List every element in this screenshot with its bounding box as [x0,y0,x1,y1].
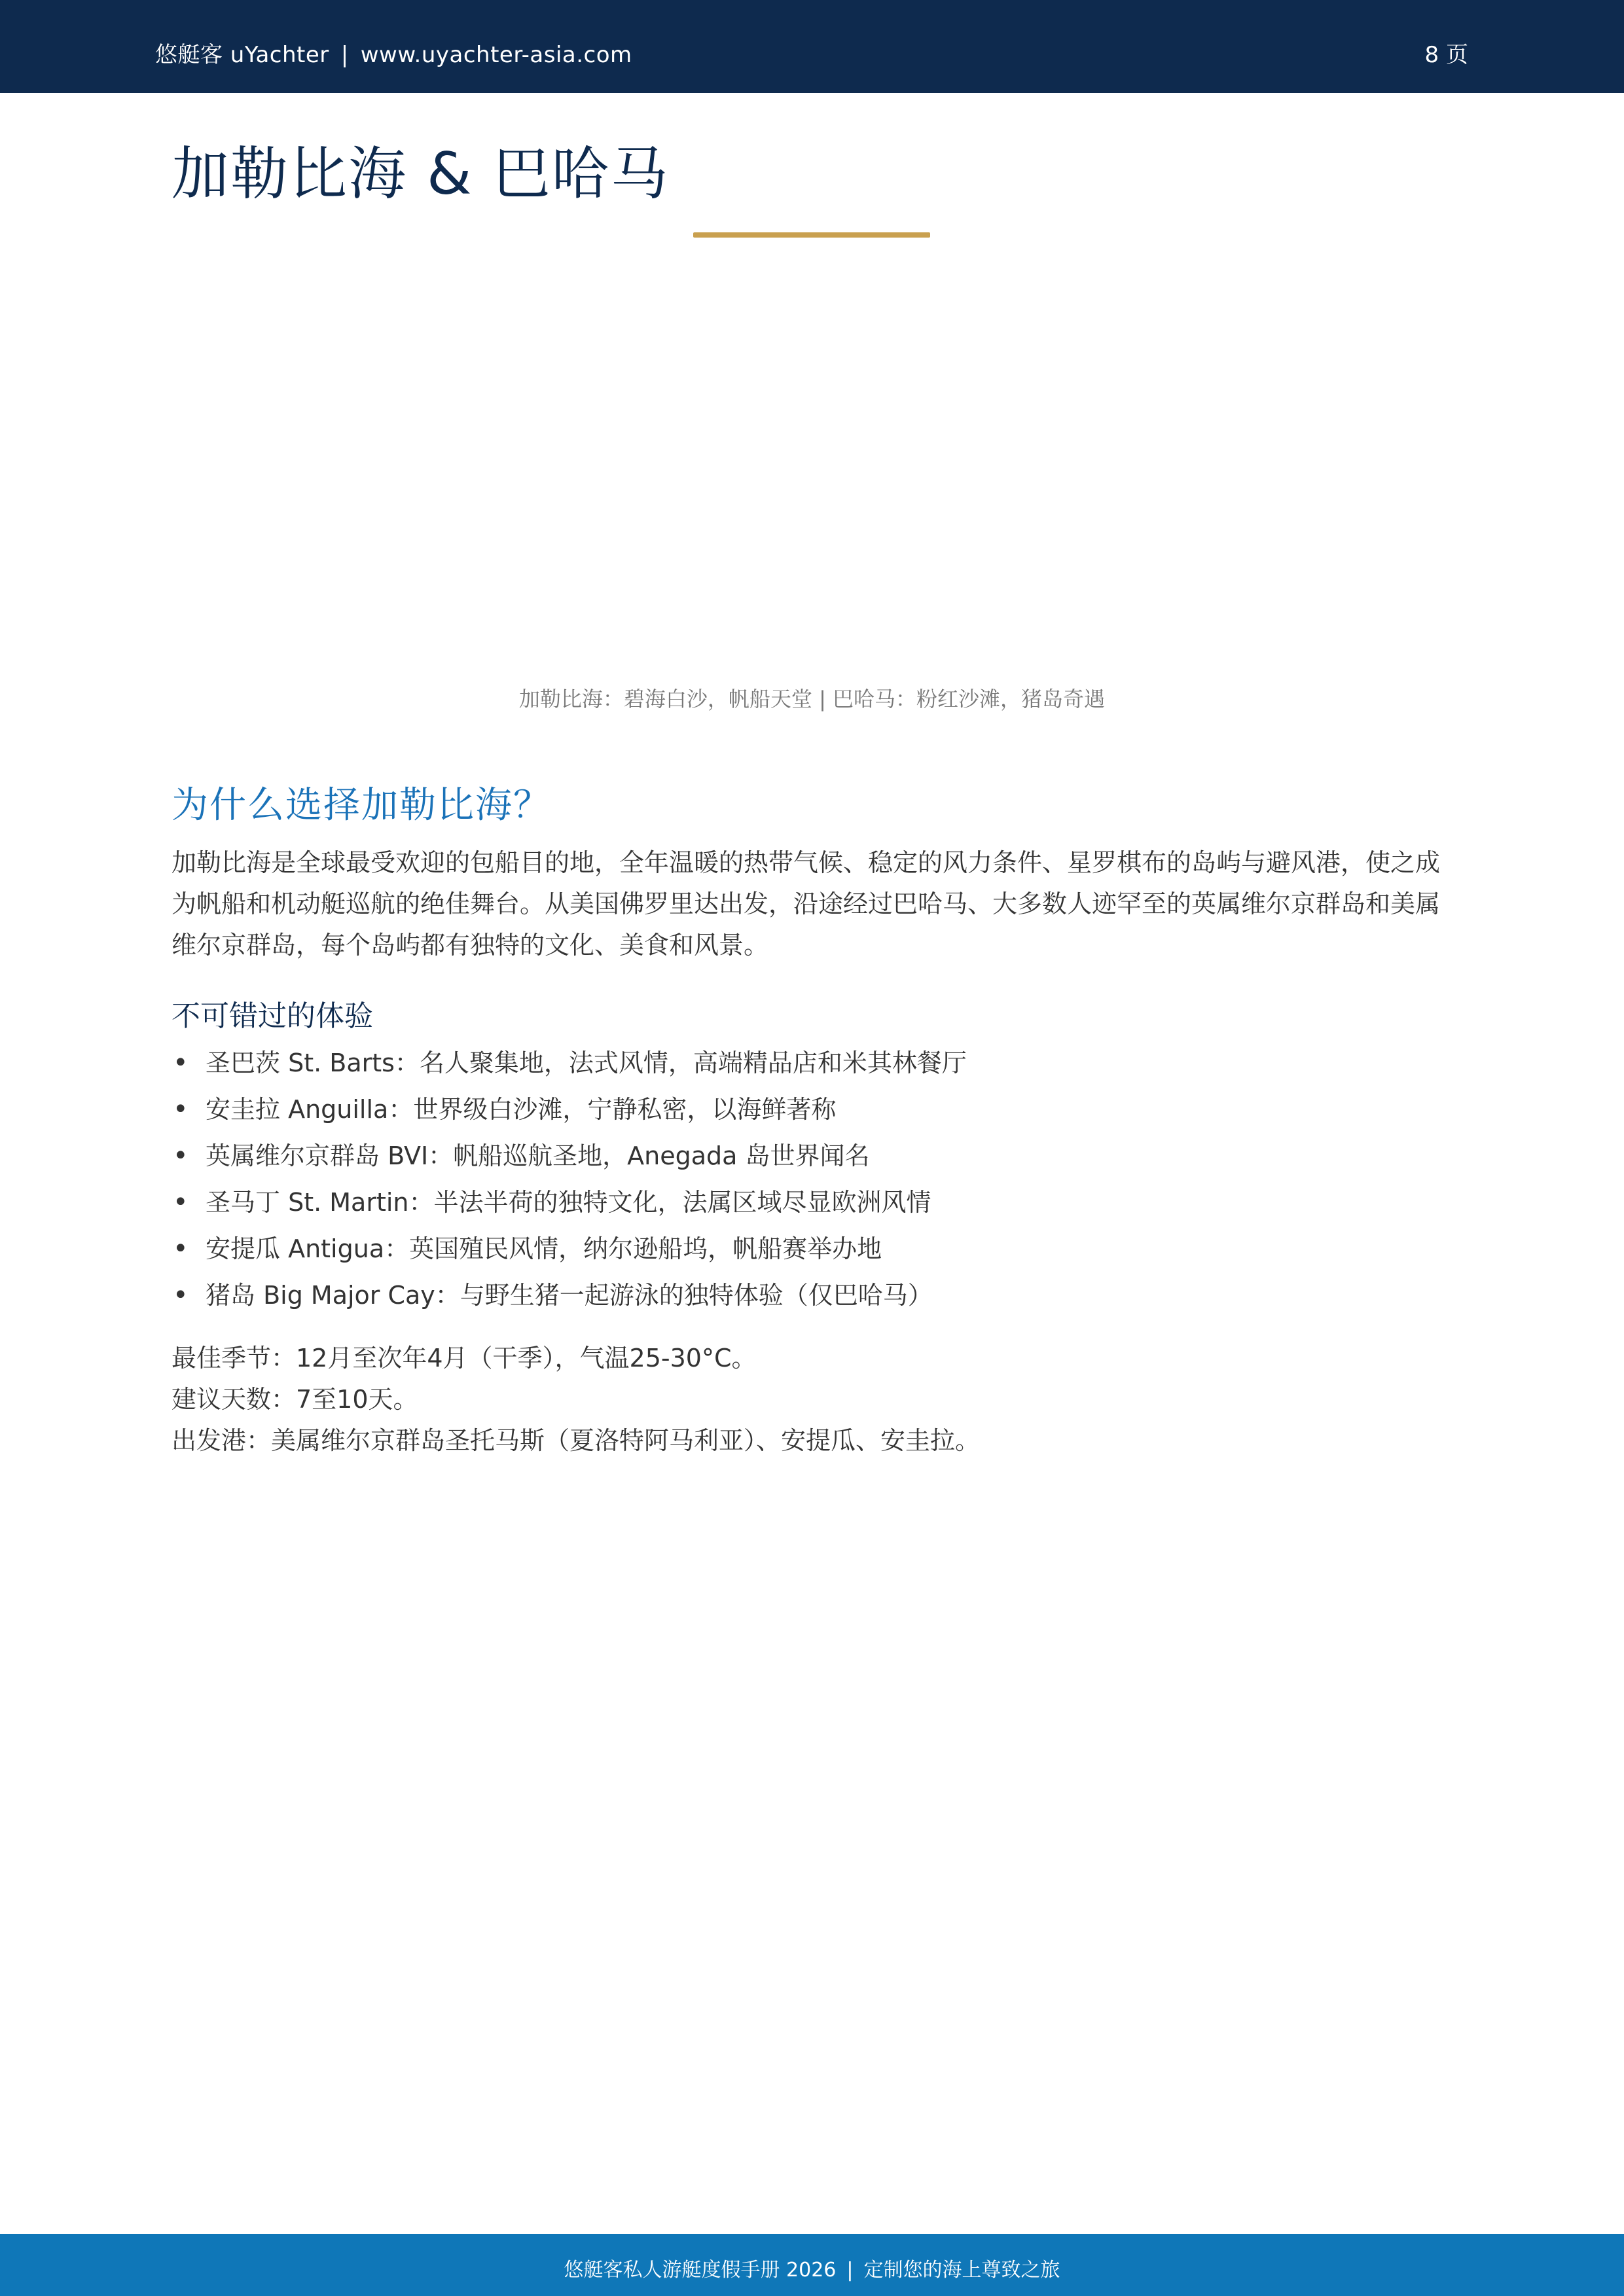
footer-separator: | [846,2259,854,2282]
trip-facts [171,1338,980,1462]
website-link[interactable]: www.uyachter-asia.com [360,42,632,68]
list-item [171,1090,967,1136]
highlights-list [171,1043,967,1322]
footer-tagline: 定制您的海上尊致之旅 [863,2259,1060,2282]
bullet-icon: • [173,1141,189,1171]
page-footer [0,2234,1624,2296]
bullet-icon: • [173,1048,189,1078]
brand-name: 悠艇客 uYachter [155,42,329,68]
bullet-icon: • [173,1187,189,1217]
header-separator: | [340,42,349,68]
departure-ports: 出发港：美属维尔京群岛圣托马斯（夏洛特阿马利亚）、安提瓜、安圭拉。 [171,1426,981,1455]
page-number: 8 页 [1424,42,1468,68]
best-season: 最佳季节：12月至次年4月（干季），气温25-30°C。 [171,1344,757,1372]
list-item-text: 圣巴茨 St. Barts：名人聚集地，法式风情，高端精品店和米其林餐厅 [206,1049,967,1077]
list-item-text: 英属维尔京群岛 BVI：帆船巡航圣地，Anegada 岛世界闻名 [206,1141,870,1170]
page-header [0,0,1624,93]
list-item [171,1229,967,1276]
footer-text [0,2253,1624,2282]
list-item [171,1136,967,1183]
list-item [171,1043,967,1090]
header-brand-line [155,37,632,69]
suggested-days: 建议天数：7至10天。 [171,1385,418,1414]
bullet-icon: • [173,1094,189,1124]
footer-booklet: 悠艇客私人游艇度假手册 2026 [564,2259,837,2282]
list-item-text: 安提瓜 Antigua：英国殖民风情，纳尔逊船坞，帆船赛举办地 [206,1234,882,1263]
list-item [171,1276,967,1322]
page-title: 加勒比海 & 巴哈马 [171,140,670,207]
title-divider [693,232,930,238]
list-item-text: 安圭拉 Anguilla：世界级白沙滩，宁静私密，以海鲜著称 [206,1095,837,1124]
image-caption: 加勒比海：碧海白沙，帆船天堂 | 巴哈马：粉红沙滩，猪岛奇遇 [518,687,1106,711]
list-item [171,1183,967,1229]
bullet-icon: • [173,1234,189,1264]
highlights-title: 不可错过的体验 [171,999,373,1033]
list-item-text: 猪岛 Big Major Cay：与野生猪一起游泳的独特体验（仅巴哈马） [206,1281,933,1310]
section-title: 为什么选择加勒比海？ [171,784,551,827]
intro-paragraph: 加勒比海是全球最受欢迎的包船目的地，全年温暖的热带气候、稳定的风力条件、星罗棋布的岛屿与避风港，使之成为帆船和机动艇巡航的绝佳舞台。从美国佛罗里达出发，沿途经过巴哈马、大多数人迹罕至的英属维尔京群岛和美属维尔京群岛，每个岛屿都有独特的文化、美食和风景。 [171,848,1441,960]
list-item-text: 圣马丁 St. Martin：半法半荷的独特文化，法属区域尽显欧洲风情 [206,1188,931,1217]
bullet-icon: • [173,1280,189,1310]
image-placeholder [171,262,1441,655]
